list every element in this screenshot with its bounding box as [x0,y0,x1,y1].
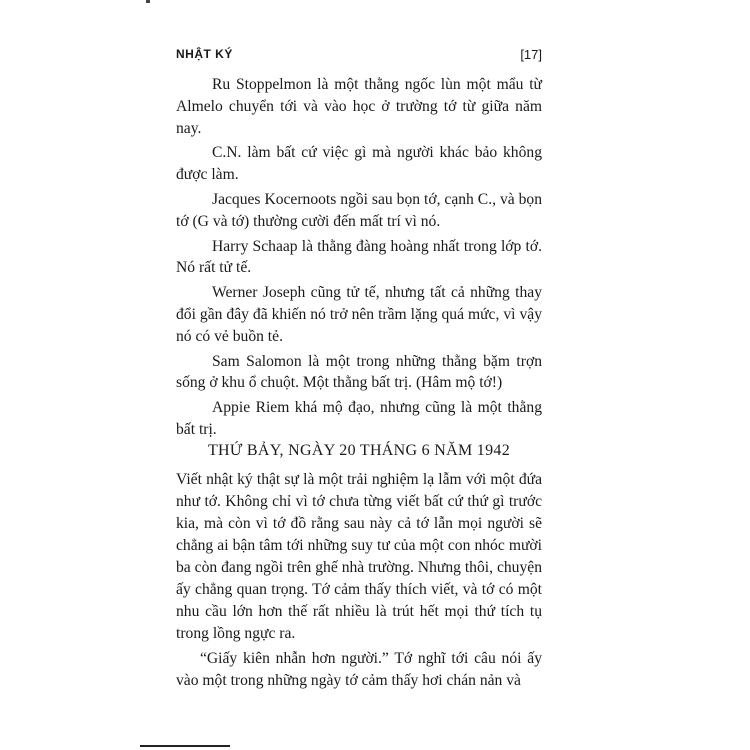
page-bottom-edge [140,745,230,747]
page-edge-mark [146,0,150,3]
running-head: NHẬT KÝ [176,47,233,61]
entry-appie-riem: Appie Riem khá mộ đạo, nhưng cũng là một thằng bất trị. [176,399,542,438]
entry-harry-schaap: Harry Schaap là thằng đàng hoàng nhất trong lớp tớ. Nó rất tử tế. [176,237,542,277]
entry-jacques-kocernoots: Jacques Kocernoots ngồi sau bọn tớ, cạnh C., và bọn tớ (G và tớ) thường cười đến mất trí vì nó. [176,190,542,230]
classmate-entries [176,74,542,444]
section-heading-date: THỨ BẢY, NGÀY 20 THÁNG 6 NĂM 1942 [207,442,511,459]
entry-werner-joseph: Werner Joseph cũng tử tế, nhưng tất cả những thay đổi gần đây đã khiến nó trở nên trầm lặng quá mức, vì vậy nó có vẻ buồn tẻ. [176,284,542,345]
page-header [176,47,542,67]
diary-body [176,469,542,695]
diary-paragraph: “Giấy kiên nhẫn hơn người.” Tớ nghĩ tới câu nói ấy vào một trong những ngày tớ cảm thấy hơi chán nản và [176,650,542,689]
entry-cn: C.N. làm bất cứ việc gì mà người khác bảo không được làm. [176,144,542,184]
page-number: [17] [520,47,542,62]
entry-ru-stoppelmon: Ru Stoppelmon là một thằng ngốc lùn một mẩu từ Almelo chuyển tới và vào học ở trường tớ từ giữa năm nay. [176,76,542,137]
diary-paragraph: Viết nhật ký thật sự là một trải nghiệm lạ lẫm với một đứa như tớ. Không chỉ vì tớ chưa từng viết bất cứ thứ gì trước kia, mà còn vì tớ đồ rằng sau này cả tớ lẫn mọi người sẽ chẳng ai bận tâm tới những suy tư của một con nhóc mười ba còn đang ngồi trên ghế nhà trường. Nhưng thôi, chuyện ấy chẳng quan trọng. Tớ cảm thấy thích viết, và tớ có một nhu cầu lớn hơn thế rất nhiều là trút hết mọi thứ tích tụ trong lồng ngực ra. [176,471,542,642]
entry-sam-salomon: Sam Salomon là một trong những thằng bặm trợn sống ở khu ổ chuột. Một thằng bất trị. (Hâm mộ tớ!) [176,352,542,392]
